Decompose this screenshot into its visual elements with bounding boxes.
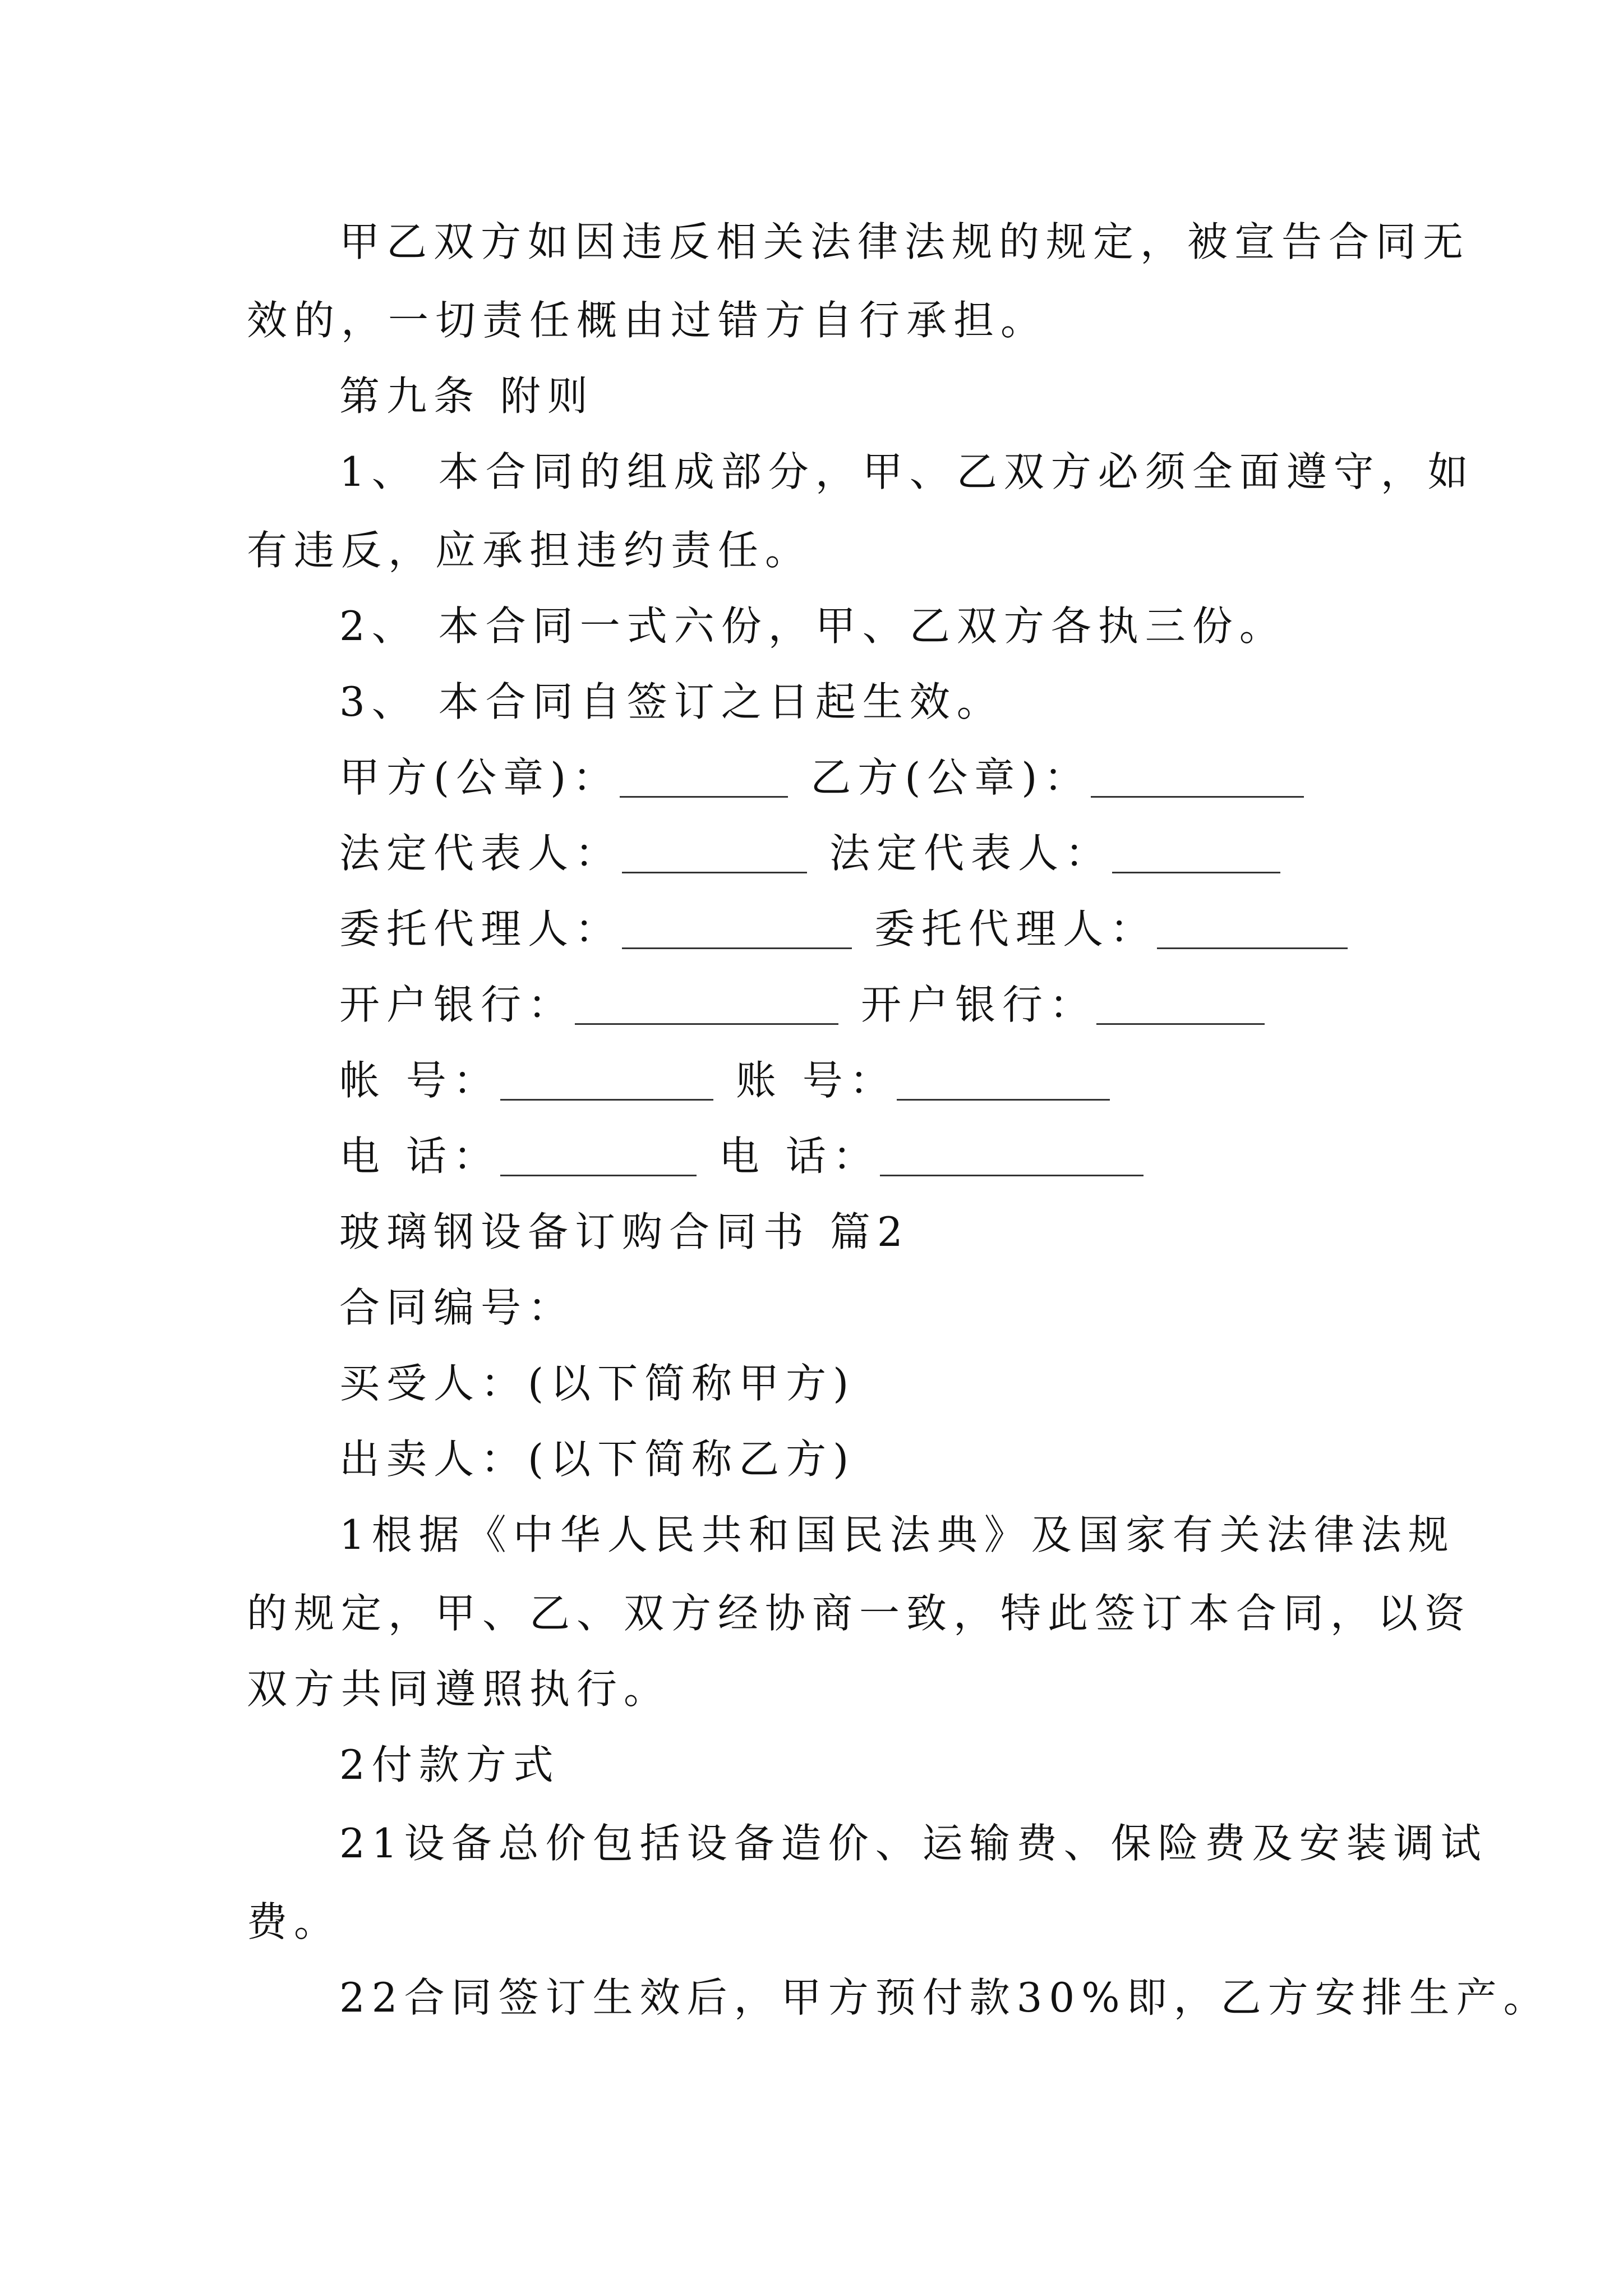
party-b-seal-blank: [1091, 759, 1304, 798]
phone-b-blank: [880, 1138, 1144, 1176]
bank-b-label: 开户银行：: [861, 981, 1097, 1028]
paragraph-line: 双方共同遵照执行。: [247, 1665, 671, 1713]
list-item-continuation: 有违反，应承担违约责任。: [247, 527, 813, 574]
party-a-seal-blank: [620, 759, 788, 798]
agent-a-label: 委托代理人：: [339, 905, 623, 953]
contract-number-label: 合同编号：: [339, 1284, 575, 1331]
bank-b-blank: [1096, 986, 1265, 1025]
paragraph-line: 21设备总价包括设备造价、运输费、保险费及安装调试: [339, 1820, 1488, 1867]
signature-row-account: [339, 1057, 1132, 1104]
phone-a-blank: [500, 1138, 697, 1176]
account-a-label: 帐 号：: [339, 1057, 500, 1104]
signature-row-bank: [339, 981, 1287, 1028]
seller-line: 出卖人：(以下简称乙方): [339, 1435, 856, 1483]
buyer-line: 买受人：(以下简称甲方): [339, 1360, 856, 1407]
list-item: 2、 本合同一式六份，甲、乙双方各执三份。: [339, 602, 1287, 650]
signature-row-seal: [339, 754, 1326, 801]
phone-a-label: 电 话：: [339, 1133, 500, 1180]
clause-heading: 2付款方式: [339, 1741, 560, 1788]
account-b-label: 账 号：: [735, 1057, 897, 1104]
agent-b-blank: [1157, 910, 1348, 949]
paragraph-line: 效的，一切责任概由过错方自行承担。: [247, 297, 1048, 344]
list-item: 1、 本合同的组成部分，甲、乙双方必须全面遵守，如: [339, 448, 1475, 495]
list-item: 3、 本合同自签订之日起生效。: [339, 678, 1004, 725]
paragraph-line: 费。: [247, 1898, 342, 1945]
party-a-seal-label: 甲方(公章)：: [339, 754, 620, 801]
signature-row-phone: [339, 1133, 1166, 1180]
legal-rep-a-label: 法定代表人：: [339, 830, 623, 877]
paragraph-line: 1根据《中华人民共和国民法典》及国家有关法律法规: [339, 1511, 1455, 1558]
signature-row-legal-rep: [339, 830, 1303, 877]
account-b-blank: [897, 1062, 1110, 1101]
legal-rep-a-blank: [622, 835, 807, 873]
paragraph-line: 的规定，甲、乙、双方经协商一致，特此签订本合同，以资: [247, 1590, 1472, 1637]
agent-b-label: 委托代理人：: [874, 905, 1158, 953]
section-heading: 玻璃钢设备订购合同书 篇2: [339, 1208, 910, 1255]
paragraph-line: 甲乙双方如因违反相关法律法规的规定，被宣告合同无: [339, 218, 1470, 265]
party-b-seal-label: 乙方(公章)：: [810, 754, 1091, 801]
agent-a-blank: [622, 910, 852, 949]
legal-rep-b-label: 法定代表人：: [829, 830, 1113, 877]
article-heading: 第九条 附则: [339, 372, 594, 420]
paragraph-line: 22合同签订生效后，甲方预付款30%即，乙方安排生产。: [339, 1974, 1551, 2021]
legal-rep-b-blank: [1112, 835, 1280, 873]
account-a-blank: [500, 1062, 713, 1101]
signature-row-agent: [339, 905, 1370, 953]
bank-a-label: 开户银行：: [339, 981, 575, 1028]
phone-b-label: 电 话：: [718, 1133, 880, 1180]
bank-a-blank: [575, 986, 838, 1025]
